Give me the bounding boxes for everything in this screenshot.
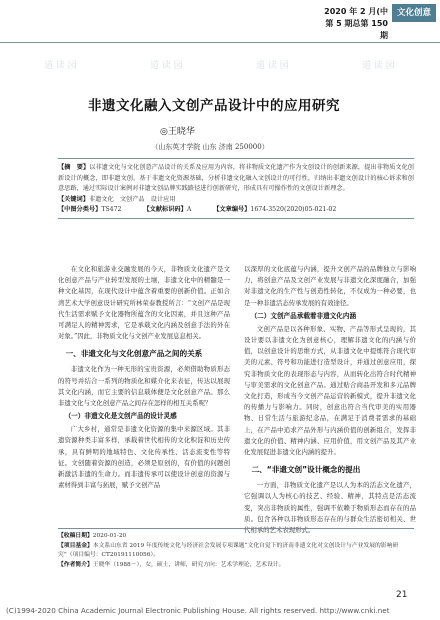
issue-date: 2020 年 2 月(中 <box>324 7 388 16</box>
header-rule <box>0 42 440 43</box>
doc-code: 【文献标识码】A <box>143 206 192 213</box>
author-affiliation: （山东英才学院 山东 济南 250000） <box>151 143 269 151</box>
article-number: 【文章编号】1674-3520(2020)05-021-02 <box>213 206 337 213</box>
abstract-text: 以非遗文化与文化创意产品设计的关系及应用为内容，将非物质文化遗产作为文创设计的创新来源，提出非物质文化创新设计的概念，即非遗文创。基于非遗文化资源基础，分析非遗文化融入文创设计的可行性，归纳出非遗文创设计的核心诉求和创意思路，通过实际设计案例对非遗文创品牌实践路径进行创新研究，形成具有可操作性的文创设计新理念。 <box>58 164 414 192</box>
author-bio: 【作者简介】王晓华（1988－），女，硕士，讲师，研究方向：艺术学理论，艺术设计。 <box>58 561 285 568</box>
keywords <box>58 195 414 206</box>
author-name: ◎王晓华 <box>160 127 195 137</box>
body-paragraph: 以深厚的文化底蕴与内涵，提升文创产品的品牌独立与影响力，将创意产品及文创产业发展与非遗文化深度融合，加强对非遗文化的生产性与创造性转化，不仅成为一种必要，也是一种非遗活态传承发展的有效途径。 <box>244 265 416 307</box>
body-paragraph: 广大乡村，通常是非遗文化资源的集中来源区域。其非遗资源种类丰富多样，承载着世代相传的文化积淀和历史传承，具有鲜明的地域特色、文化传承性、活态流变性等特征。文创随着资源的创造，必须是原创的，有价值的问题创新激活非遗的生命力。而非遗传承可以使设计创意的资源与素材得到丰富与拓展，赋予文创产品 <box>58 425 230 490</box>
clc: 【中图分类号】TS472 <box>58 206 122 213</box>
column-tag: 文化创意 <box>392 4 436 22</box>
page-number: 21 <box>396 590 408 600</box>
section-heading: 一、非遗文化与文化创意产品之间的关系 <box>65 349 203 359</box>
keywords-label: 【关键词】 <box>58 195 89 203</box>
classification-row <box>58 205 414 215</box>
project-fund: 【项目基金】本文系山东省 2019 年度传统文化与经济社会发展专项课题“文化自觉下的济南非遗文化对文创设计与产业发展的影响研究”（项目编号：CT20191110056）。 <box>58 542 399 559</box>
abstract <box>58 163 414 195</box>
watermark: 道 读 园 <box>150 61 183 71</box>
section-heading: 二、“非遗文创”设计概念的提出 <box>251 465 361 475</box>
abstract-box <box>58 158 414 219</box>
copyright-notice: (C)1994-2020 China Academic Journal Electronic Publishing House. All rights reserved. http://www.cnki.net <box>6 606 390 615</box>
article-title: 非遗文化融入文创产品设计中的应用研究 <box>88 98 340 114</box>
issue-number: 第 5 期总第 150 期 <box>325 19 388 40</box>
watermark: 道 读 园 <box>44 61 77 71</box>
subsection-heading: （一）非遗文化是文创产品的设计灵感 <box>64 412 177 421</box>
left-column <box>58 264 230 491</box>
keywords-text: 非遗文化 文创产品 设计应用 <box>88 195 176 203</box>
body-paragraph: 非遗文化作为一种无形的宝贵资源，必须借助物质形态的符号并结合一系列的物质化和媒介化来表征，传达以展现其文化内涵，而它主要的信息载体便是文化创意产品。那么非遗文化与文化创意产品之间存在怎样的相互关系呢？ <box>58 365 230 408</box>
right-column <box>244 264 416 536</box>
abstract-label: 【摘 要】 <box>58 164 90 171</box>
body-paragraph: 文创产品是以各种形象、实物、产品等形式呈现的，其设计要以非遗文化为创意核心，理解非遗文化的内涵与价值，以创意设计的思维方式，从非遗文化中提炼符合现代审美的元素、符号和功能进行造型设计，并通过创意应用，探究非物质文化的表现形态与内容，从而转化出符合时代精神与审美需求的文化创意产品。通过贴合商品开发和多元品牌文化打造，形成当今文创产品运营的新模式，提升非遗文化的传播力与影响力。同时，创意出符合当代审美的实用器物、日常生活与旅游纪念品，在满足于消费者需求的基础上，在产品中追求产品外形与内涵价值的创新组合，发挥非遗文化的价值、精神内涵、应用价值，用文创产品及其产业化发展促进非遗文化内涵的提升。 <box>244 324 416 457</box>
watermark: 道 读 园 <box>256 61 289 71</box>
issue-info <box>318 6 388 40</box>
watermark: 道 读 园 <box>362 61 395 71</box>
received-date: 【收稿日期】2020-01-20 <box>58 533 127 539</box>
body-paragraph: 一方面，非物质文化遗产是以人为本的活态文化遗产，它强调以人为核心的技艺、经验、精神，其特点是活态流变，突出非物质的属性，强调不依赖于物质形态而存在的品质。包含各种以非物质形态存在的与群众生活密切相关、世代相承的艺术表现形式。 <box>244 481 416 535</box>
intro-paragraph: 在文化和旅游业交融发展的今天，非物质文化遗产是文化创意产品与产业转型发展的土壤，非遗文化中的精髓是一种文化基因，在现代设计中蕴含着重要的创新价值。正如合湾艺术大学创意设计研究所林荣泰教授所言：“文创产品是现代生活需求赋予文化器物所蕴含的文化因素，并且这种产品可满足人的精神需求，它是承载文化内涵及创意手法的外在对象。”因此，非物质文化与文创产业发展息息相关。 <box>58 265 230 341</box>
subsection-heading: （二）文创产品承载着非遗文化内涵 <box>250 311 357 320</box>
footnote <box>58 528 414 570</box>
